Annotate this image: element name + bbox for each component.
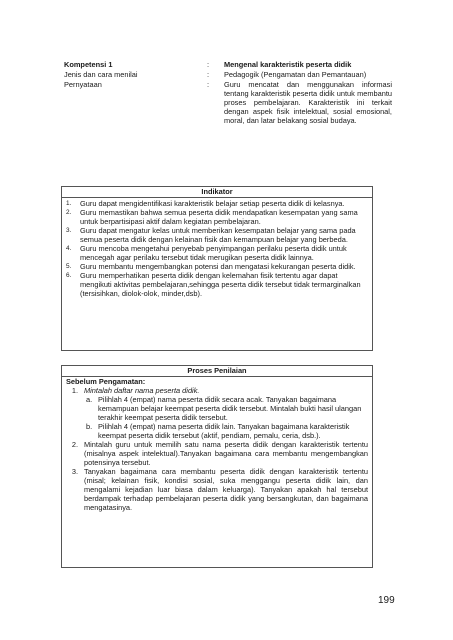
list-item xyxy=(66,440,368,467)
list-item xyxy=(66,226,368,244)
header-colon: : xyxy=(207,80,210,89)
indikator-list xyxy=(62,198,372,300)
item-number: 5. xyxy=(66,263,72,270)
page-number: 199 xyxy=(378,595,395,606)
item-number: 1. xyxy=(71,386,78,395)
proses-penilaian-box xyxy=(61,365,373,568)
item-number: 3. xyxy=(71,467,78,476)
header-row-jenis xyxy=(64,70,394,79)
subitem-text: Pilihlah 4 (empat) nama peserta didik secara acak. Tanyakan bagaimana kemampuan belajar keempat peserta didik tersebut. Mintalah bukti hasil ulangan terakhir keempat peserta didik tersebut. xyxy=(98,395,362,422)
indikator-box xyxy=(61,186,373,351)
sub-list-item xyxy=(86,395,368,422)
item-text: Mintalah daftar nama peserta didik. xyxy=(84,386,200,395)
item-number: 6. xyxy=(66,272,72,279)
item-text: Guru memperhatikan peserta didik dengan kelemahan fisik tertentu agar dapat mengikuti aktivitas pembelajaran,sehingga peserta didik tersebut tidak termarginalkan (tersisihkan, diolok-olok, minder,dsb). xyxy=(80,271,361,298)
item-number: 1. xyxy=(66,200,72,207)
item-number: 3. xyxy=(66,227,72,234)
subitem-text: Pilihlah 4 (empat) nama peserta didik lain. Tanyakan bagaimana karakteristik keempat peserta didik tersebut (aktif, pendiam, pemalu, ceria, dsb.). xyxy=(98,422,350,440)
item-number: 4. xyxy=(66,245,72,252)
item-text: Guru mencoba mengetahui penyebab penyimpangan perilaku peserta didik untuk mencegah agar perilaku tersebut tidak merugikan peserta didik lainnya. xyxy=(80,244,347,262)
item-text: Tanyakan bagaimana cara membantu peserta didik dengan karakteristik tertentu (misal; kelainan fisik, kondisi sosial, suka menggangu peserta didik lain, dan mengalami kejadian luar biasa dalam keluarga). Tanyakan apakah hal tersebut berdampak terhadap pembelajaran peserta didik yang bersangkutan, dan bagaimana mengatasinya. xyxy=(84,467,368,512)
item-text: Guru dapat mengatur kelas untuk memberikan kesempatan belajar yang sama pada semua peserta didik dengan kelainan fisik dan kemampuan belajar yang berbeda. xyxy=(80,226,356,244)
sub-list-item xyxy=(86,422,368,440)
item-text: Guru dapat mengidentifikasi karakteristik belajar setiap peserta didik di kelasnya. xyxy=(80,199,345,208)
item-text: Guru memastikan bahwa semua peserta didik mendapatkan kesempatan yang sama untuk berpartisipasi aktif dalam kegiatan pembelajaran. xyxy=(80,208,358,226)
subitem-letter: a. xyxy=(86,395,93,404)
indikator-title: Indikator xyxy=(62,187,372,198)
proses-title: Proses Penilaian xyxy=(62,366,372,377)
list-item xyxy=(66,271,368,298)
item-number: 2. xyxy=(71,440,78,449)
competency-header xyxy=(64,60,394,126)
subitem-letter: b. xyxy=(86,422,93,431)
list-item xyxy=(66,244,368,262)
header-label: Pernyataan xyxy=(64,80,102,89)
header-colon: : xyxy=(207,60,210,69)
header-label: Jenis dan cara menilai xyxy=(64,70,138,79)
header-value: Mengenal karakteristik peserta didik xyxy=(224,60,352,69)
header-label: Kompetensi 1 xyxy=(64,60,113,69)
item-number: 2. xyxy=(66,209,72,216)
header-colon: : xyxy=(207,70,210,79)
list-item xyxy=(66,386,368,395)
sebelum-pengamatan-heading: Sebelum Pengamatan: xyxy=(66,377,146,386)
header-value: Pedagogik (Pengamatan dan Pemantauan) xyxy=(224,70,367,79)
header-value: Guru mencatat dan menggunakan informasi tentang karakteristik peserta didik untuk membantu proses pembelajaran. Karakteristik ini terkait dengan aspek fisik intelektual, sosial emosional, moral, dan latar belakang sosial budaya. xyxy=(224,80,392,125)
list-item xyxy=(66,467,368,512)
item-text: Guru membantu mengembangkan potensi dan mengatasi kekurangan peserta didik. xyxy=(80,262,356,271)
header-row-kompetensi xyxy=(64,60,394,69)
header-row-pernyataan xyxy=(64,80,394,125)
item-text: Mintalah guru untuk memilih satu nama peserta didik dengan karakteristik tertentu (misalnya aspek intelektual).Tanyakan bagaimana cara membantu mengembangkan potensinya tersebut. xyxy=(84,440,368,467)
proses-list xyxy=(62,386,372,515)
list-item xyxy=(66,262,368,271)
list-item xyxy=(66,199,368,208)
list-item xyxy=(66,208,368,226)
